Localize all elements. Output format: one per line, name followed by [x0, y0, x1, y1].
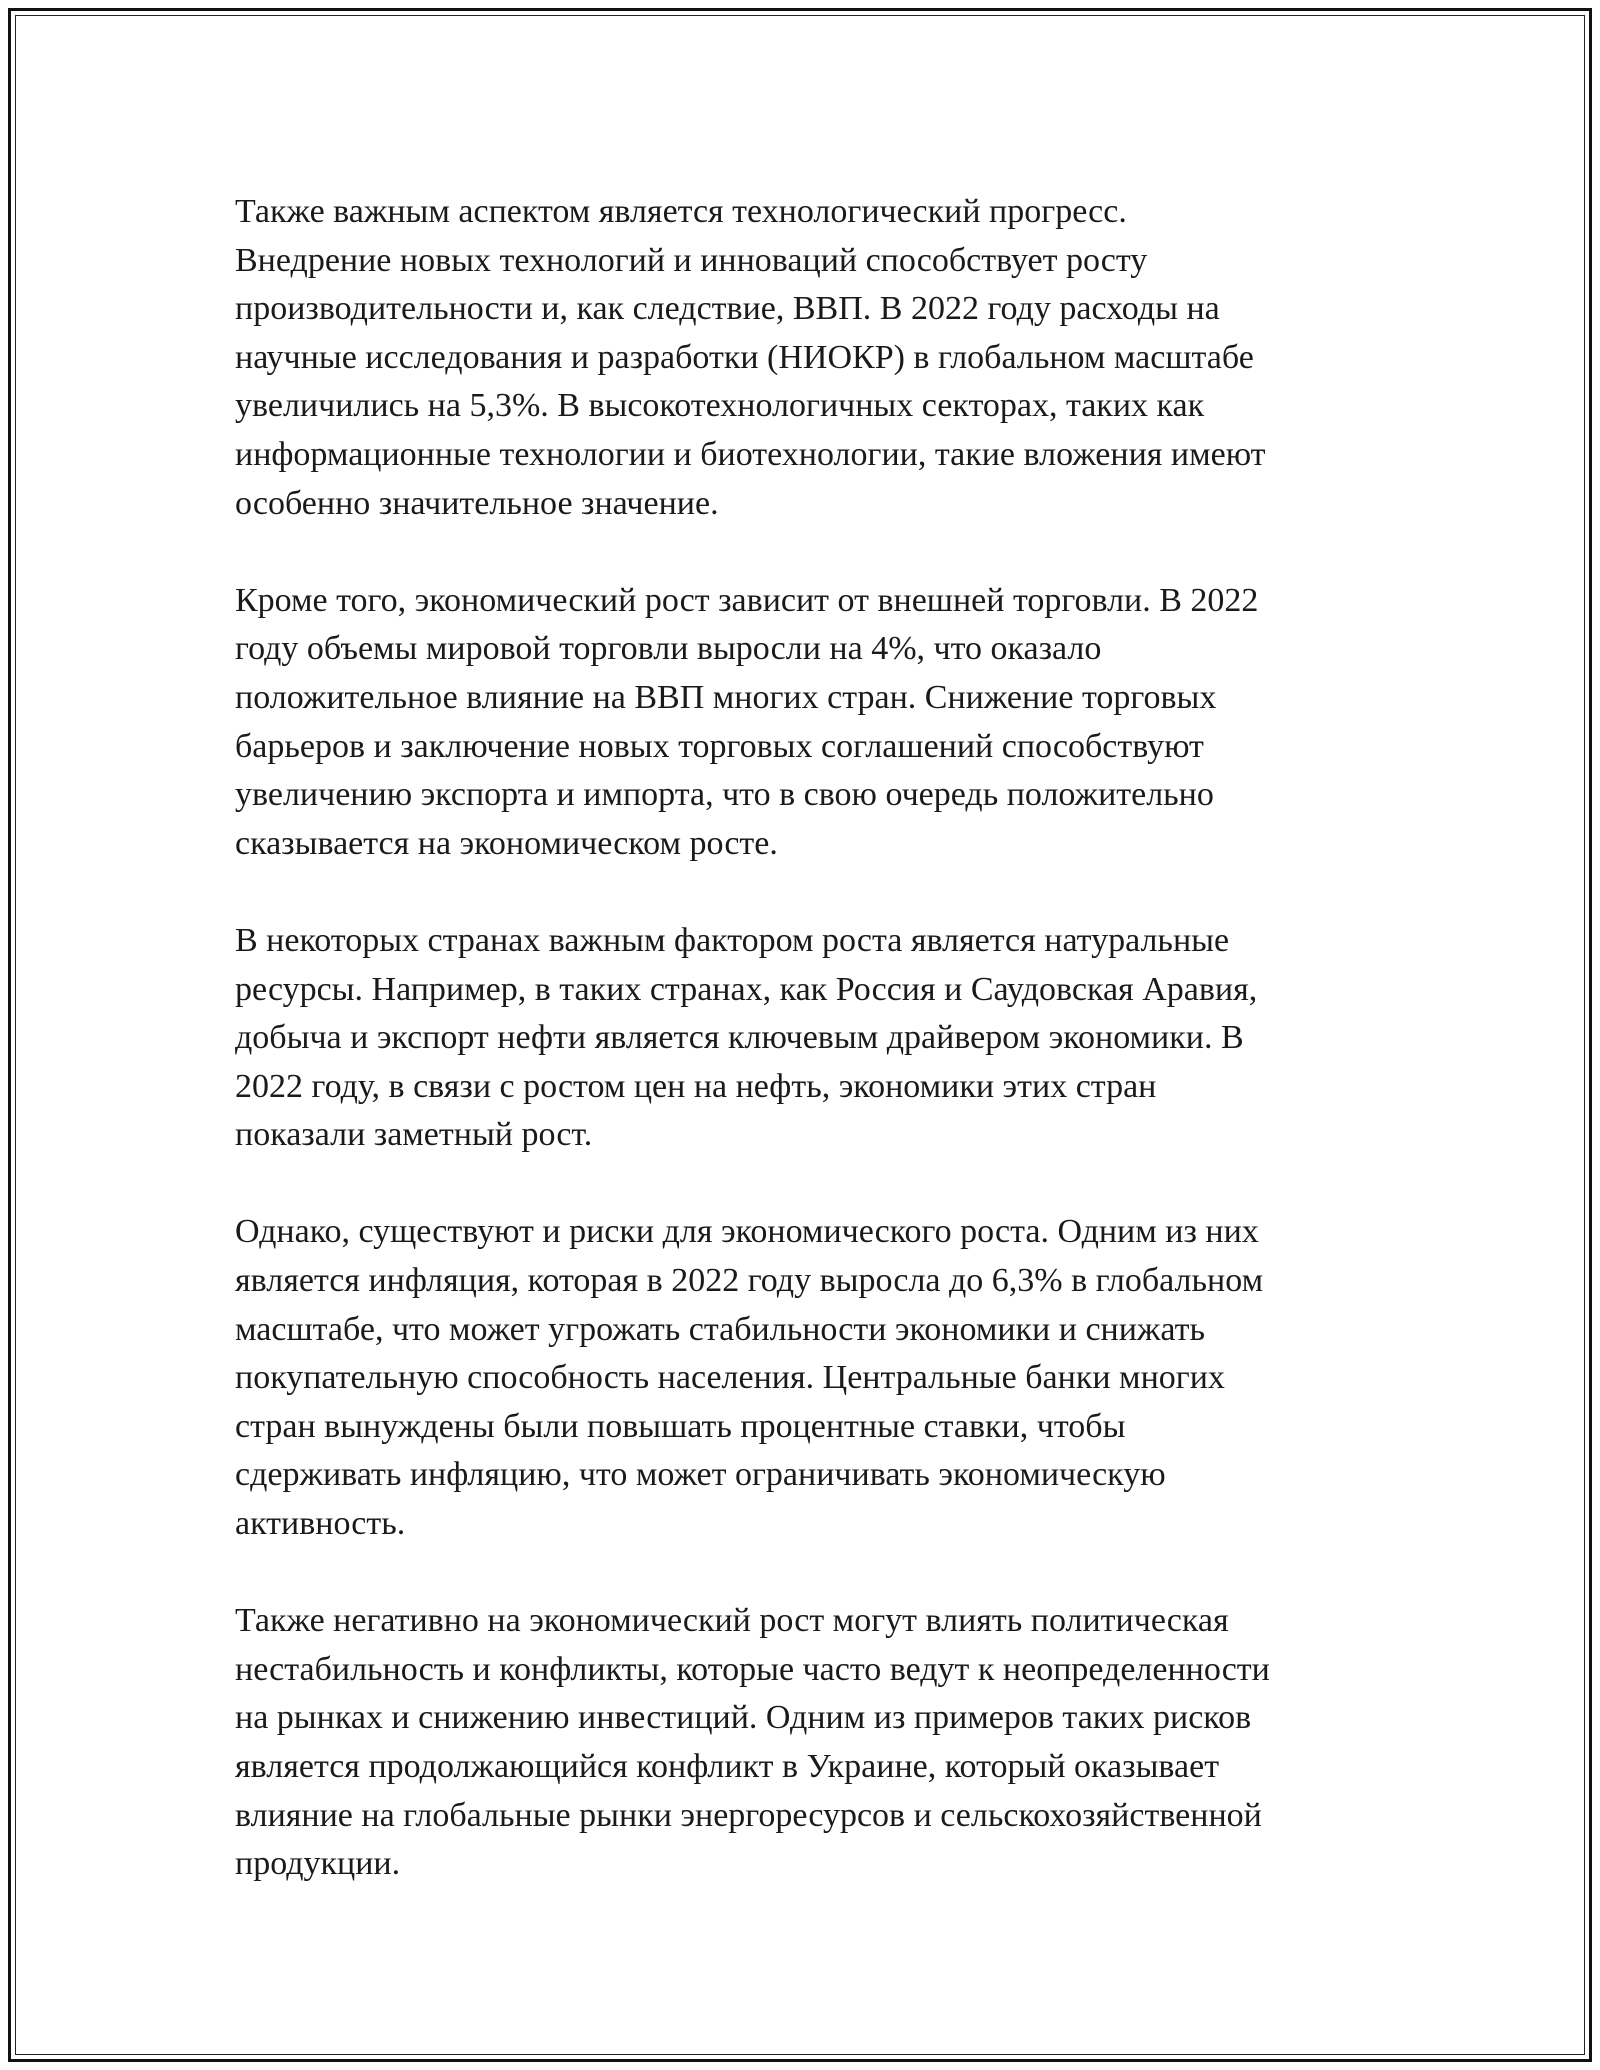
text-line: является продолжающийся конфликт в Украине, который оказывает	[235, 1748, 1220, 1785]
paragraph-inflation-risks	[235, 1208, 1365, 1548]
text-line: производительности и, как следствие, ВВП. В 2022 году расходы на	[235, 290, 1220, 328]
text-line: научные исследования и разработки (НИОКР) в глобальном масштабе	[235, 338, 1254, 376]
text-line: Внедрение новых технологий и инноваций способствует росту	[235, 241, 1148, 279]
text-line: активность.	[235, 1505, 406, 1543]
text-line: продукции.	[235, 1845, 401, 1883]
text-line: масштабе, что может угрожать стабильности экономики и снижать	[235, 1310, 1205, 1348]
text-line: сдерживать инфляцию, что может ограничивать экономическую	[235, 1456, 1166, 1494]
text-line: информационные технологии и биотехнологии, такие вложения имеют	[235, 435, 1266, 473]
text-line: Однако, существуют и риски для экономического роста. Одним из них	[235, 1213, 1259, 1251]
text-line: на рынках и снижению инвестиций. Одним из примеров таких рисков	[235, 1699, 1252, 1737]
text-line: особенно значительное значение.	[235, 484, 719, 522]
text-line: ресурсы. Например, в таких странах, как Россия и Саудовская Аравия,	[235, 970, 1258, 1008]
text-line: нестабильность и конфликты, которые часто ведут к неопределенности	[235, 1650, 1270, 1688]
paragraph-technology	[235, 188, 1365, 528]
paragraph-trade	[235, 577, 1365, 869]
text-line: является инфляция, которая в 2022 году выросла до 6,3% в глобальном	[235, 1262, 1264, 1300]
text-line: сказывается на экономическом росте.	[235, 824, 778, 862]
paragraph-political-risks	[235, 1597, 1365, 1889]
text-line: Также негативно на экономический рост могут влиять политическая	[235, 1602, 1229, 1640]
text-line: году объемы мировой торговли выросли на 4%, что оказало	[235, 630, 1102, 668]
text-line: 2022 году, в связи с ростом цен на нефть, экономики этих стран	[235, 1067, 1157, 1105]
document-body	[235, 188, 1365, 1937]
text-line: положительное влияние на ВВП многих стран. Снижение торговых	[235, 678, 1217, 716]
text-line: покупательную способность населения. Центральные банки многих	[235, 1359, 1225, 1397]
text-line: Кроме того, экономический рост зависит от внешней торговли. В 2022	[235, 581, 1259, 619]
text-line: увеличению экспорта и импорта, что в свою очередь положительно	[235, 776, 1214, 814]
text-line: Также важным аспектом является технологический прогресс.	[235, 193, 1127, 230]
text-line: увеличились на 5,3%. В высокотехнологичных секторах, таких как	[235, 387, 1205, 425]
text-line: добыча и экспорт нефти является ключевым драйвером экономики. В	[235, 1019, 1244, 1057]
text-line: барьеров и заключение новых торговых соглашений способствуют	[235, 727, 1204, 765]
text-line: В некоторых странах важным фактором роста является натуральные	[235, 921, 1230, 959]
text-line: стран вынуждены были повышать процентные ставки, чтобы	[235, 1407, 1126, 1445]
paragraph-natural-resources	[235, 917, 1365, 1160]
text-line: показали заметный рост.	[235, 1116, 593, 1154]
text-line: влияние на глобальные рынки энергоресурсов и сельскохозяйственной	[235, 1796, 1262, 1834]
